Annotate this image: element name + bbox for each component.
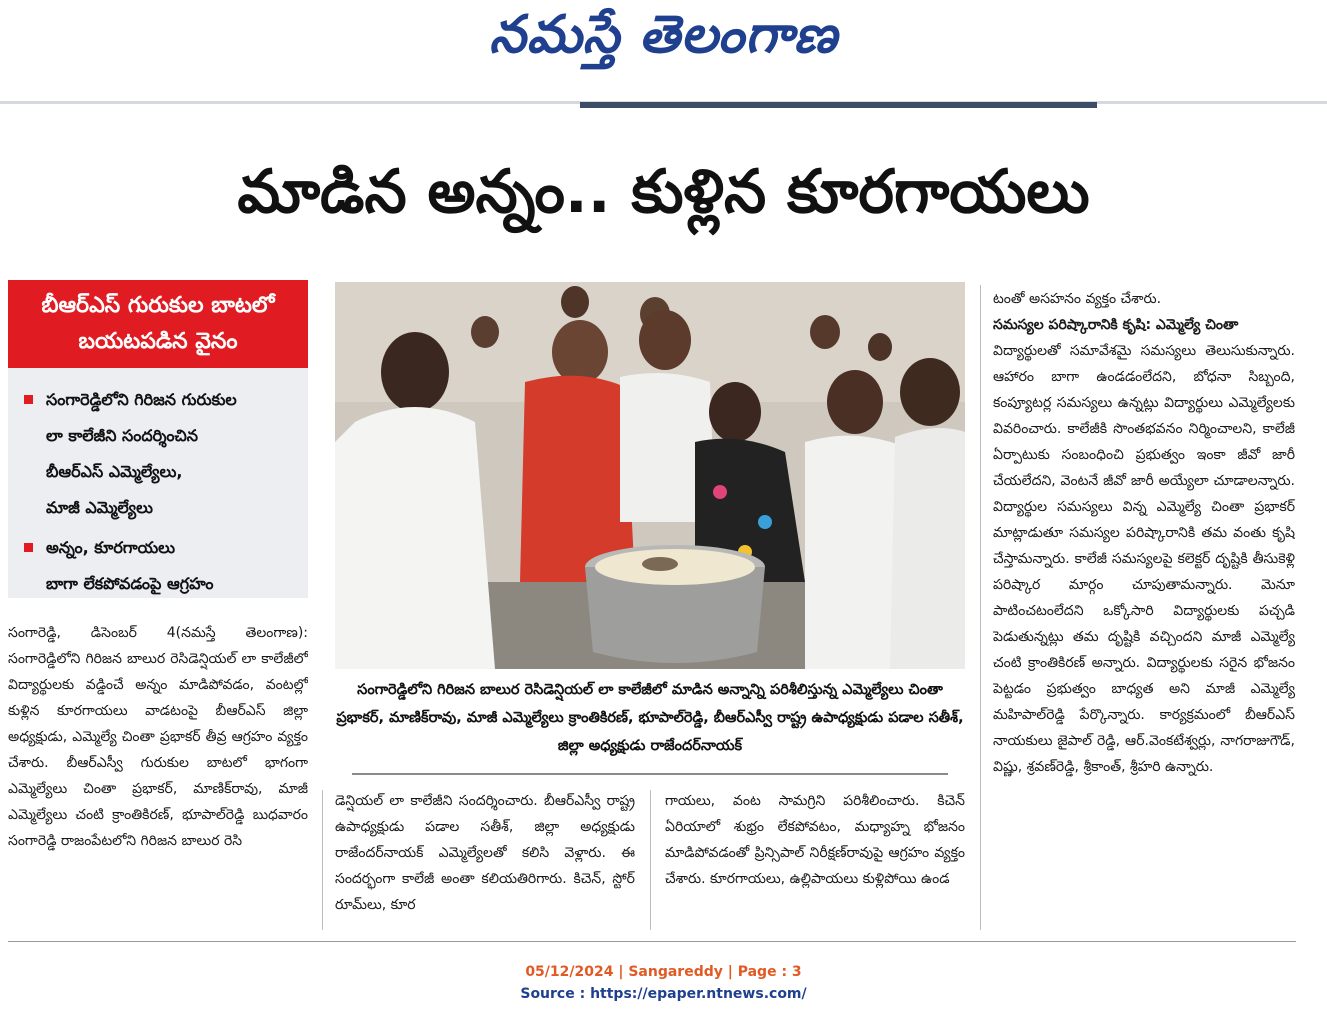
footer-source-link[interactable]: Source : https://epaper.ntnews.com/ (520, 986, 807, 1002)
page-bottom-divider (8, 941, 1296, 942)
bullet-2-line-1: అన్నం, కూరగాయలు (46, 538, 176, 557)
masthead (0, 0, 1327, 78)
news-photo (335, 282, 965, 669)
article-column-middle-left (335, 788, 635, 928)
bullet-1-line-2: లా కాలేజీని సందర్శించిన (46, 426, 199, 445)
highlight-bullet-2 (22, 530, 296, 602)
bullet-2-line-2: బాగా లేకపోవడంపై ఆగ్రహం (46, 574, 214, 593)
article-subheading: సమస్యల పరిష్కారానికి కృషి: ఎమ్మెల్యే చింతా (993, 317, 1239, 333)
bullet-square-icon (24, 543, 33, 552)
masthead-accent-bar (580, 102, 1097, 108)
column-divider (980, 285, 981, 930)
bullet-1-line-1: సంగారెడ్డిలోని గిరిజన గురుకుల (46, 390, 237, 409)
highlight-bullet-1 (22, 382, 296, 526)
column-divider (322, 790, 323, 930)
footer-date-edition: 05/12/2024 | Sangareddy | Page : 3 (525, 964, 802, 980)
bullet-square-icon (24, 395, 33, 404)
kitchen-inspection-photo-image (335, 282, 965, 669)
article-headline: మాడిన అన్నం.. కుళ్లిన కూరగాయలు (237, 157, 1090, 227)
article-text-left: సంగారెడ్డి, డిసెంబర్ 4(నమస్తే తెలంగాణ): సంగారెడ్డిలోని గిరిజన బాలుర రెసిడెన్షియల్ లా కాలేజీలో విద్యార్థులకు వడ్డించే అన్నం మాడిపోవడం, వంటల్లో కుళ్లిన కూరగాయలు వాడటంపై బీఆర్ఎస్ జిల్లా అధ్యక్షుడు, ఎమ్మెల్యే చింతా ప్రభాకర్ తీవ్ర ఆగ్రహం వ్యక్తం చేశారు. బీఆర్ఎస్వీ గురుకుల బాటలో భాగంగా ఎమ్మెల్యేలు చింతా ప్రభాకర్, మాణిక్‌రావు, మాజీ ఎమ్మెల్యేలు చంటి క్రాంతికిరణ్, భూపాల్‌రెడ్డి బుధవారం సంగారెడ్డి రాజంపేటలోని గిరిజన బాలుర రెసి (8, 625, 308, 849)
photo-caption: సంగారెడ్డిలోని గిరిజన బాలుర రెసిడెన్షియల్ లా కాలేజీలో మాడిన అన్నాన్ని పరిశీలిస్తున్న ఎమ్మెల్యేలు చింతా ప్రభాకర్, మాణిక్‌రావు, మాజీ ఎమ్మెల్యేలు క్రాంతికిరణ్, భూపాల్‌రెడ్డి, బీఆర్ఎస్వీ రాష్ట్ర ఉపాధ్యక్షుడు పడాల సతీశ్, జిల్లా అధ్యక్షుడు రాజేందర్‌నాయక్ (336, 682, 964, 754)
article-column-middle-right (665, 788, 965, 928)
article-text-right-body: విద్యార్థులతో సమావేశమై సమస్యలు తెలుసుకున్నారు. ఆహారం బాగా ఉండడంలేదని, బోధనా సిబ్బంది, కంప్యూటర్ల సమస్యలు ఉన్నట్లు విద్యార్థులు ఎమ్మెల్యేలకు వివరించారు. కాలేజీకి సొంతభవనం నిర్మించాలని, కాలేజీ ఏర్పాటుకు సంబంధించి ప్రభుత్వం ఇంకా జీవో జారీ చేయలేదని, వెంటనే జీవో జారీ అయ్యేలా చూడాలన్నారు. విద్యార్థుల సమస్యలు విన్న ఎమ్మెల్యే చింతా ప్రభాకర్ మాట్లాడుతూ సమస్యల పరిష్కారానికి తమ వంతు కృషి చేస్తామన్నారు. కాలేజీ సమస్యలపై కలెక్టర్ దృష్టికి తీసుకెళ్లి పరిష్కార మార్గం చూపుతామన్నారు. మెనూ పాటించటంలేదని ఒక్కోసారి విద్యార్థులకు పచ్చడి పెడుతున్నట్లు తమ దృష్టికి వచ్చిందని మాజీ ఎమ్మెల్యే చంటి క్రాంతికిరణ్ అన్నారు. విద్యార్థులకు సరైన భోజనం పెట్టడం ప్రభుత్వం బాధ్యత అని మాజీ ఎమ్మెల్యే మహిపాల్‌రెడ్డి పేర్కొన్నారు. కార్యక్రమంలో బీఆర్ఎస్ నాయకులు జైపాల్ రెడ్డి, ఆర్.వెంకటేశ్వర్లు, నాగరాజుగౌడ్, విష్ణు, శ్రవణ్‌రెడ్డి, శ్రీకాంత్, శ్రీహరి ఉన్నారు. (993, 343, 1295, 775)
article-column-left (8, 620, 308, 925)
article-text-middle-right: గాయలు, వంట సామగ్రిని పరిశీలించారు. కిచెన్ ఏరియాలో శుభ్రం లేకపోవటం, మధ్యాహ్న భోజనం మాడిపోవడంతో ప్రిన్సిపాల్ నిరీక్షణ్‌రావుపై ఆగ్రహం వ్యక్తం చేశారు. కూరగాయలు, ఉల్లిపాయలు కుళ్లిపోయి ఉండ (665, 793, 965, 887)
article-column-right (993, 286, 1295, 926)
highlight-title-line-1: బీఆర్ఎస్ గురుకుల బాటలో (41, 293, 275, 318)
column-divider (650, 790, 651, 930)
bullet-1-line-3: బీఆర్ఎస్ ఎమ్మెల్యేలు, (46, 462, 183, 481)
highlight-title-line-2: బయటపడిన వైనం (78, 329, 238, 354)
bullet-1-line-4: మాజీ ఎమ్మెల్యేలు (46, 498, 153, 517)
caption-divider (352, 773, 948, 775)
highlight-bullets-box (8, 368, 308, 598)
highlight-title-box (8, 280, 308, 368)
newspaper-logo: నమస్తే తెలంగాణ (489, 4, 838, 65)
article-text-right-top: టంతో అసహనం వ్యక్తం చేశారు. (993, 291, 1162, 307)
article-text-middle-left: డెన్షియల్ లా కాలేజీని సందర్శించారు. బీఆర్ఎస్వీ రాష్ట్ర ఉపాధ్యక్షుడు పడాల సతీశ్, జిల్లా అధ్యక్షుడు రాజేందర్‌నాయక్ ఎమ్మెల్యేలతో కలిసి వెళ్లారు. ఈ సందర్భంగా కాలేజీ అంతా కలియతిరిగారు. కిచెన్, స్టోర్ రూమ్‌లు, కూర (335, 793, 635, 913)
